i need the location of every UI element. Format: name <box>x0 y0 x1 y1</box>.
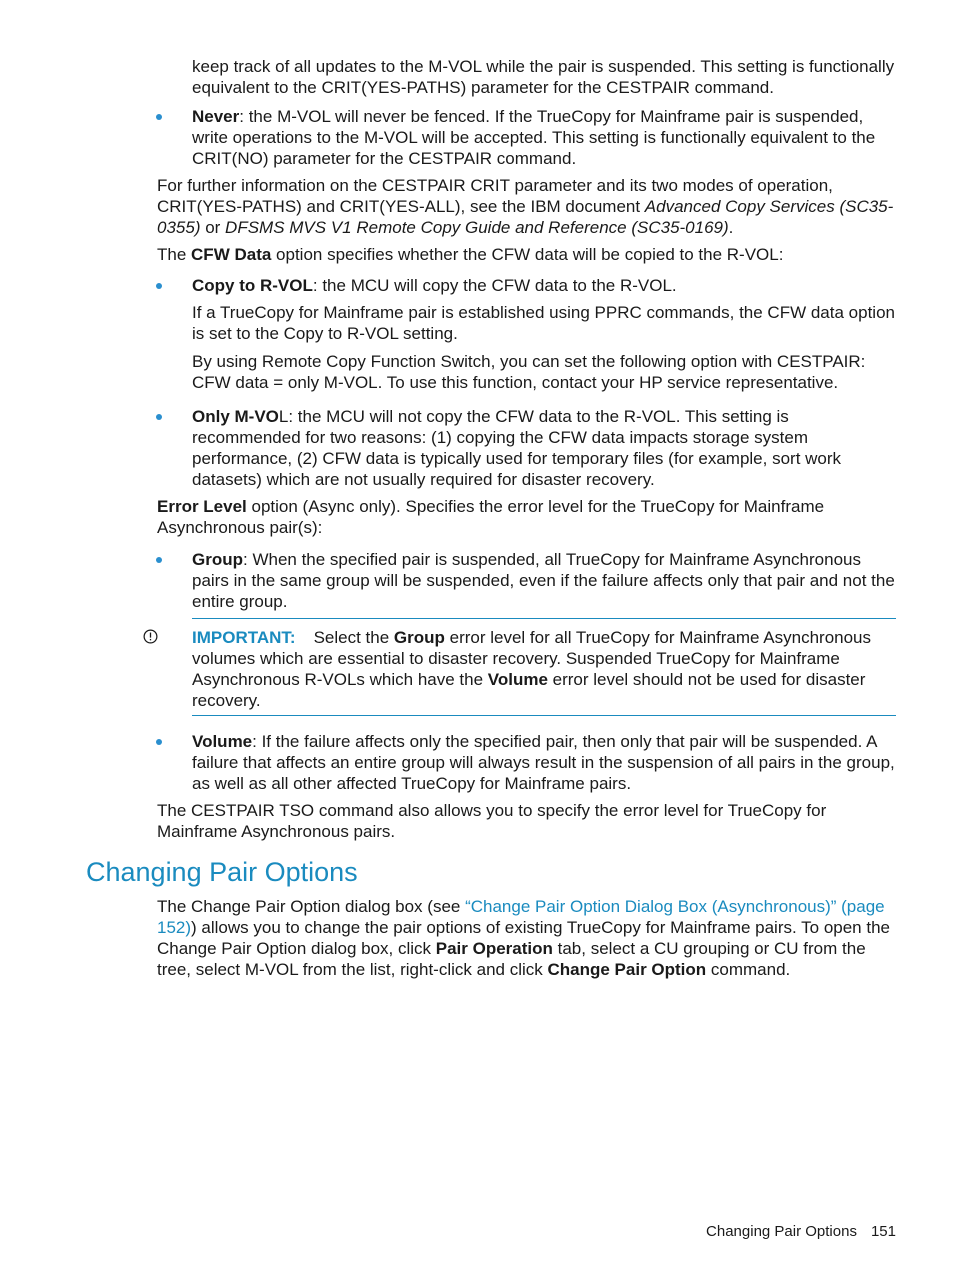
paragraph-cestpair-tso: The CESTPAIR TSO command also allows you to specify the error level for TrueCopy for Mainframe Asynchronous pairs. <box>157 801 827 841</box>
page-number: 151 <box>870 1223 896 1240</box>
paragraph-further-info: For further information on the CESTPAIR CRIT parameter and its two modes of operation, CRIT(YES-PATHS) and CRIT(YES-ALL), see the IBM document Advanced Copy Services (SC35-0355) or DFSMS MVS V1 Remote Copy Guide and Reference (SC35-0169). <box>157 176 894 237</box>
bullet-dot <box>156 414 162 420</box>
page-footer <box>706 1222 896 1242</box>
doc-title-dfsms: DFSMS MVS V1 Remote Copy Guide and Reference (SC35-0169) <box>225 218 729 237</box>
paragraph-cfw-data: The CFW Data option specifies whether the CFW data will be copied to the R-VOL: <box>157 245 784 264</box>
paragraph-remote-copy-switch: By using Remote Copy Function Switch, you can set the following option with CESTPAIR: CFW data = only M-VOL. To use this function, contact your HP service representative. <box>192 352 866 392</box>
bullet-dot <box>156 739 162 745</box>
list-item-only-mvol: Only M-VOL: the MCU will not copy the CFW data to the R-VOL. This setting is recommended for two reasons: (1) copying the CFW data impacts storage system performance, (2) CFW data is typically used for temporary files (for example, sort work datasets) which are not usually required for disaster recovery. <box>192 406 897 490</box>
important-top-rule <box>192 618 896 619</box>
paragraph-error-level: Error Level option (Async only). Specifies the error level for the TrueCopy for Mainframe Asynchronous pair(s): <box>157 497 825 537</box>
list-item-never: Never: the M-VOL will never be fenced. If the TrueCopy for Mainframe pair is suspended, write operations to the M-VOL will be accepted. This setting is functionally equivalent to the CRIT(NO) parameter for the CESTPAIR command. <box>192 106 897 169</box>
footer-title: Changing Pair Options <box>706 1223 857 1240</box>
paragraph-change-pair-option: The Change Pair Option dialog box (see “Change Pair Option Dialog Box (Asynchronous)” (page 152)) allows you to change the pair options of existing TrueCopy for Mainframe pairs. To open the Change Pair Option dialog box, click Pair Operation tab, select a CU grouping or CU from the tree, select M-VOL from the list, right-click and click Change Pair Option command. <box>157 897 890 979</box>
important-note: IMPORTANT: Select the Group error level for all TrueCopy for Mainframe Asynchronous volumes which are essential to disaster recovery. Suspended TrueCopy for Mainframe Asynchronous R-VOLs which have the Volume error level should not be used for disaster recovery. <box>192 628 872 710</box>
bullet-dot <box>156 283 162 289</box>
paragraph-pprc-commands: If a TrueCopy for Mainframe pair is established using PPRC commands, the CFW data option is set to the Copy to R-VOL setting. <box>192 303 895 343</box>
list-item-group: Group: When the specified pair is suspended, all TrueCopy for Mainframe Asynchronous pairs in the same group will be suspended, even if the failure affects only that pair and not the entire group. <box>192 549 897 612</box>
cross-reference-link[interactable]: “Change Pair Option Dialog Box (Asynchronous)” (page 152) <box>157 897 885 937</box>
paragraph-crit-yes-paths: keep track of all updates to the M-VOL while the pair is suspended. This setting is functionally equivalent to the CRIT(YES-PATHS) parameter for the CESTPAIR command. <box>192 57 895 97</box>
exclamation-circle-icon <box>143 629 158 644</box>
list-item-copy-to-rvol: Copy to R-VOL: the MCU will copy the CFW data to the R-VOL. <box>192 275 897 296</box>
important-label: IMPORTANT: <box>192 628 296 647</box>
list-item-volume: Volume: If the failure affects only the specified pair, then only that pair will be suspended. A failure that affects an entire group will always result in the suspension of all pairs in the group, as well as all other affected TrueCopy for Mainframe pairs. <box>192 731 897 794</box>
bullet-dot <box>156 557 162 563</box>
section-heading: Changing Pair Options <box>86 857 358 887</box>
important-bottom-rule <box>192 715 896 716</box>
doc-title-advanced-copy: Advanced Copy Services (SC35-0355) <box>157 197 894 237</box>
bullet-dot <box>156 114 162 120</box>
